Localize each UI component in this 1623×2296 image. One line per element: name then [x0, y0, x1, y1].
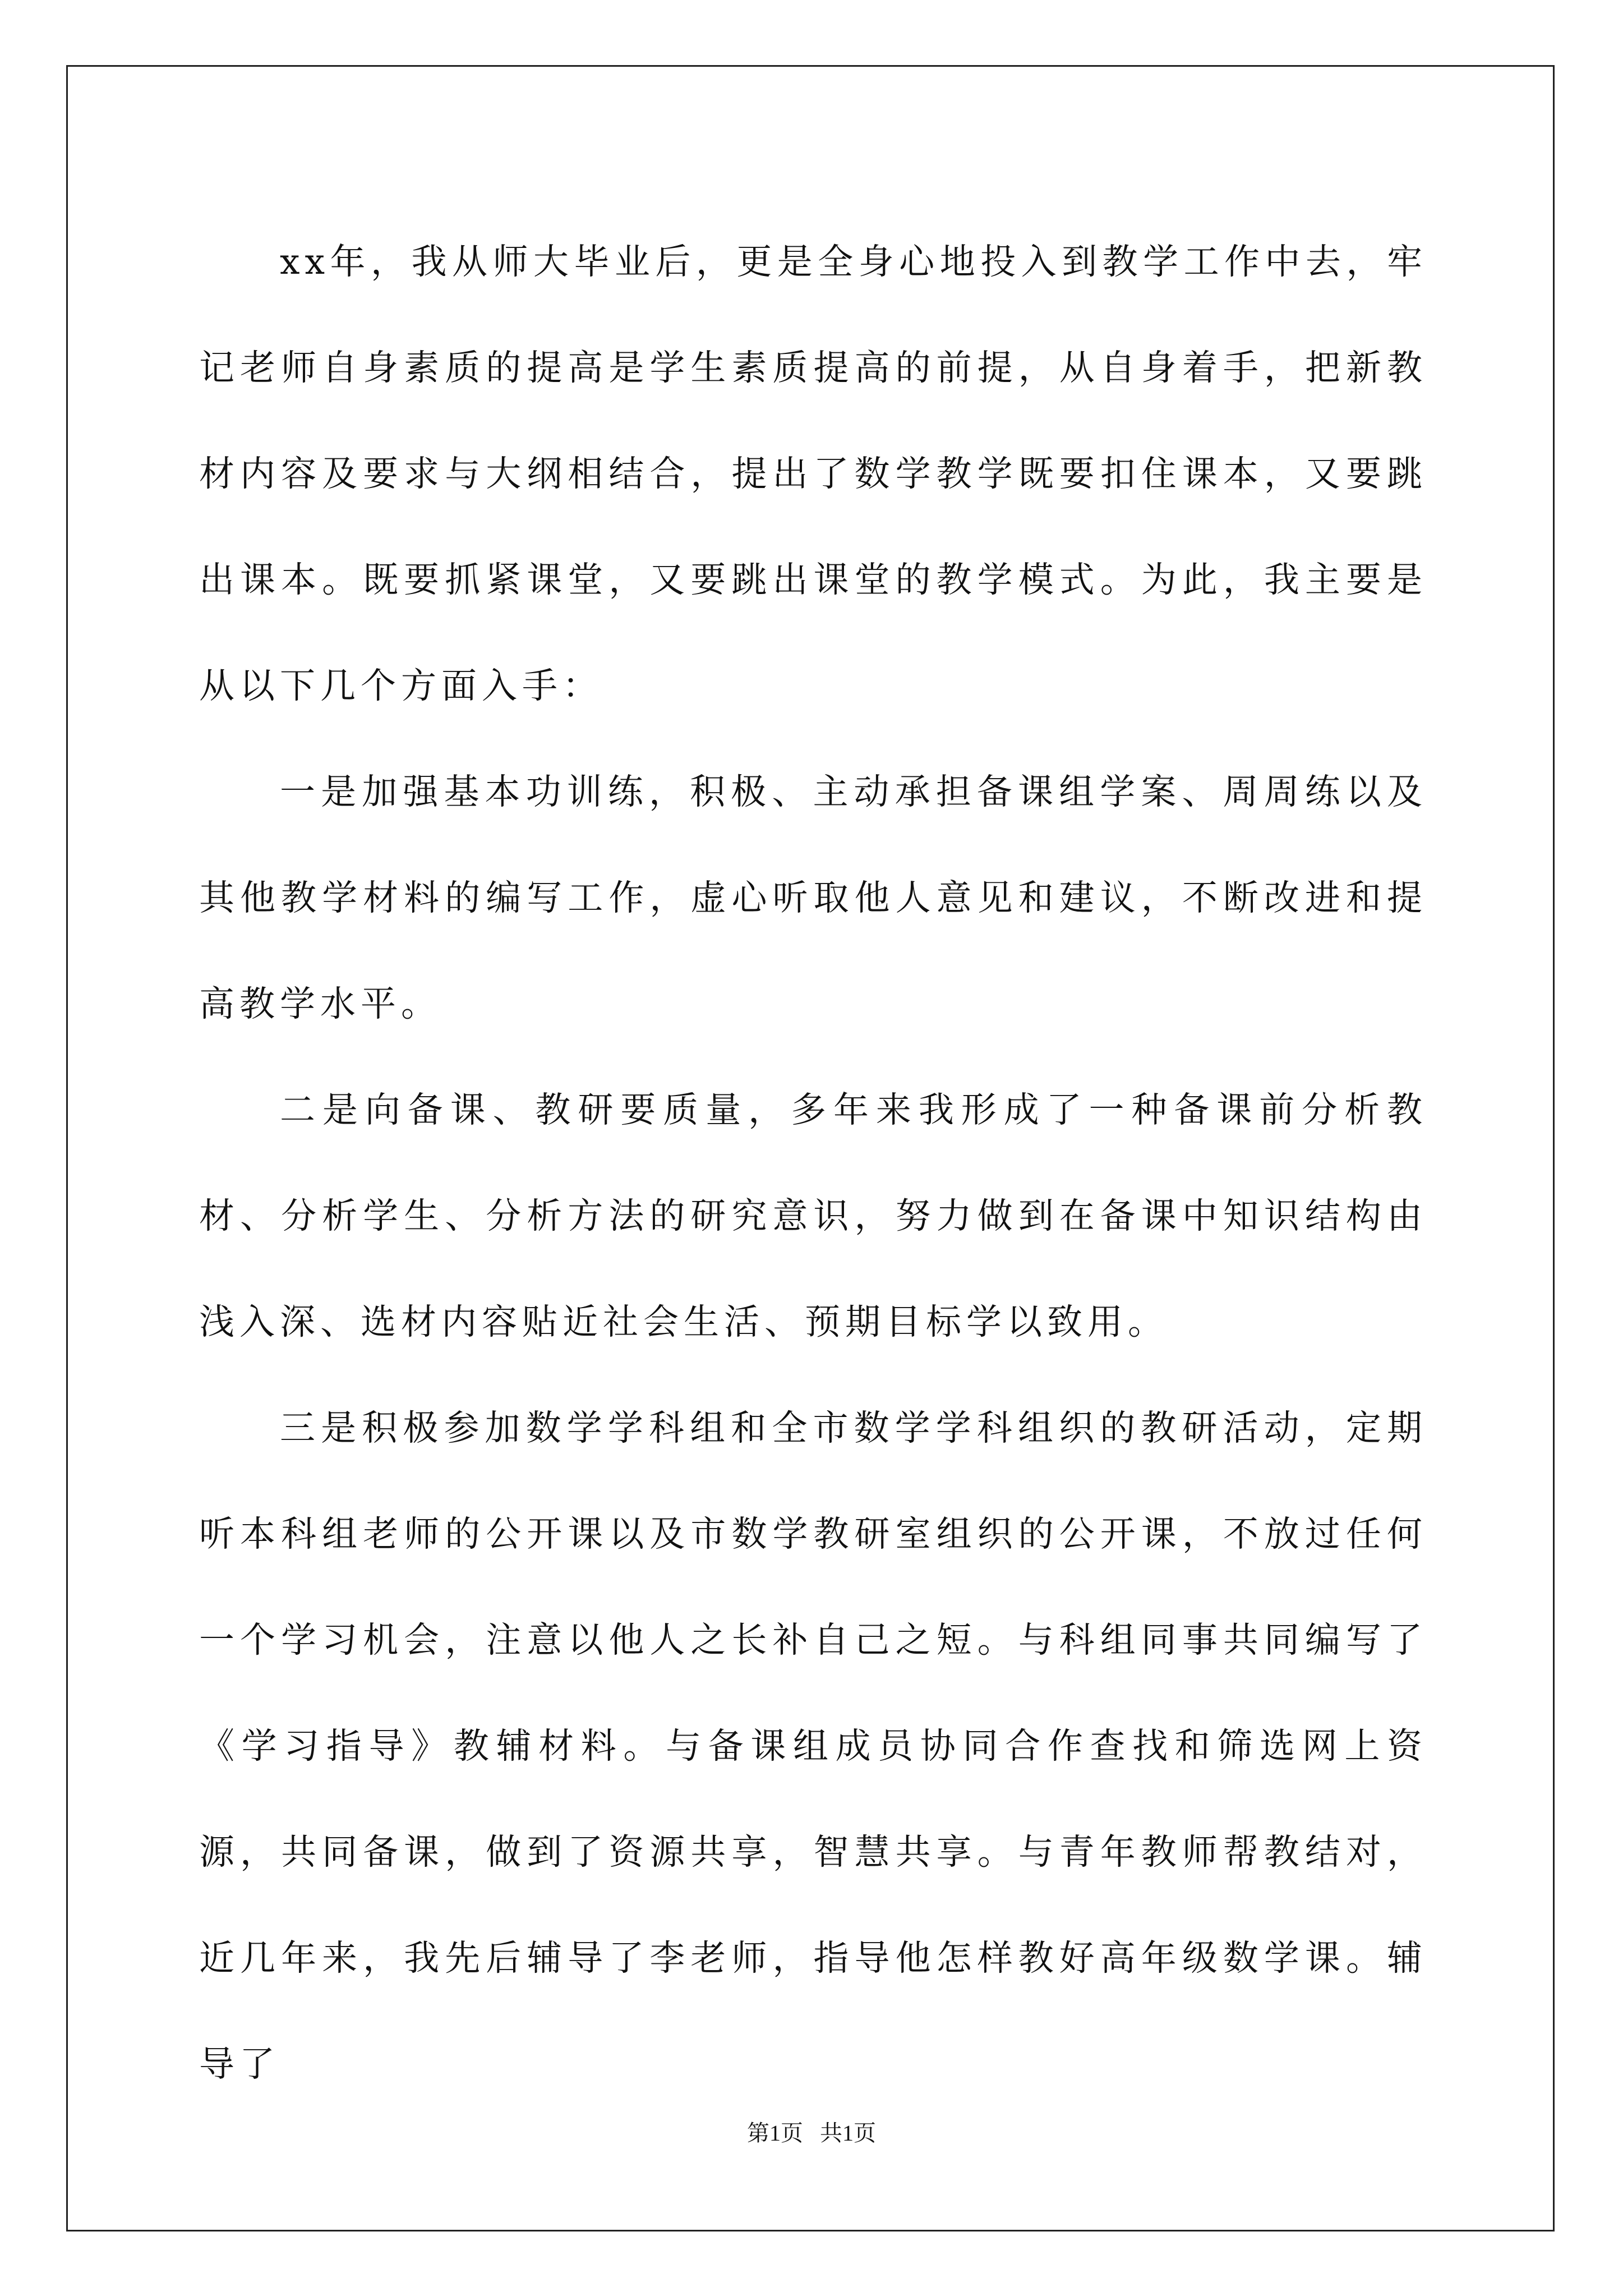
document-body: [199, 209, 1427, 2117]
page-number: 第1页 共1页: [747, 2120, 876, 2146]
page-footer: [0, 2119, 1623, 2147]
paragraph-1: xx年，我从师大毕业后，更是全身心地投入到教学工作中去，牢记老师自身素质的提高是学生素质提高的前提，从自身着手，把新教材内容及要求与大纲相结合，提出了数学教学既要扣住课本，又要跳出课本。既要抓紧课堂，又要跳出课堂的教学模式。为此，我主要是从以下几个方面入手：: [199, 241, 1427, 706]
paragraph-3: 二是向备课、教研要质量，多年来我形成了一种备课前分析教材、分析学生、分析方法的研究意识，努力做到在备课中知识结构由浅入深、选材内容贴近社会生活、预期目标学以致用。: [199, 1089, 1427, 1342]
paragraph-4: 三是积极参加数学学科组和全市数学学科组织的教研活动，定期听本科组老师的公开课以及市数学教研室组织的公开课，不放过任何一个学习机会，注意以他人之长补自己之短。与科组同事共同编写了《学习指导》教辅材料。与备课组成员协同合作查找和筛选网上资源，共同备课，做到了资源共享，智慧共享。与青年教师帮教结对，近几年来，我先后辅导了李老师，指导他怎样教好高年级数学课。辅导了: [199, 1407, 1427, 2085]
paragraph-2: 一是加强基本功训练，积极、主动承担备课组学案、周周练以及其他教学材料的编写工作，虚心听取他人意见和建议，不断改进和提高教学水平。: [199, 771, 1427, 1024]
